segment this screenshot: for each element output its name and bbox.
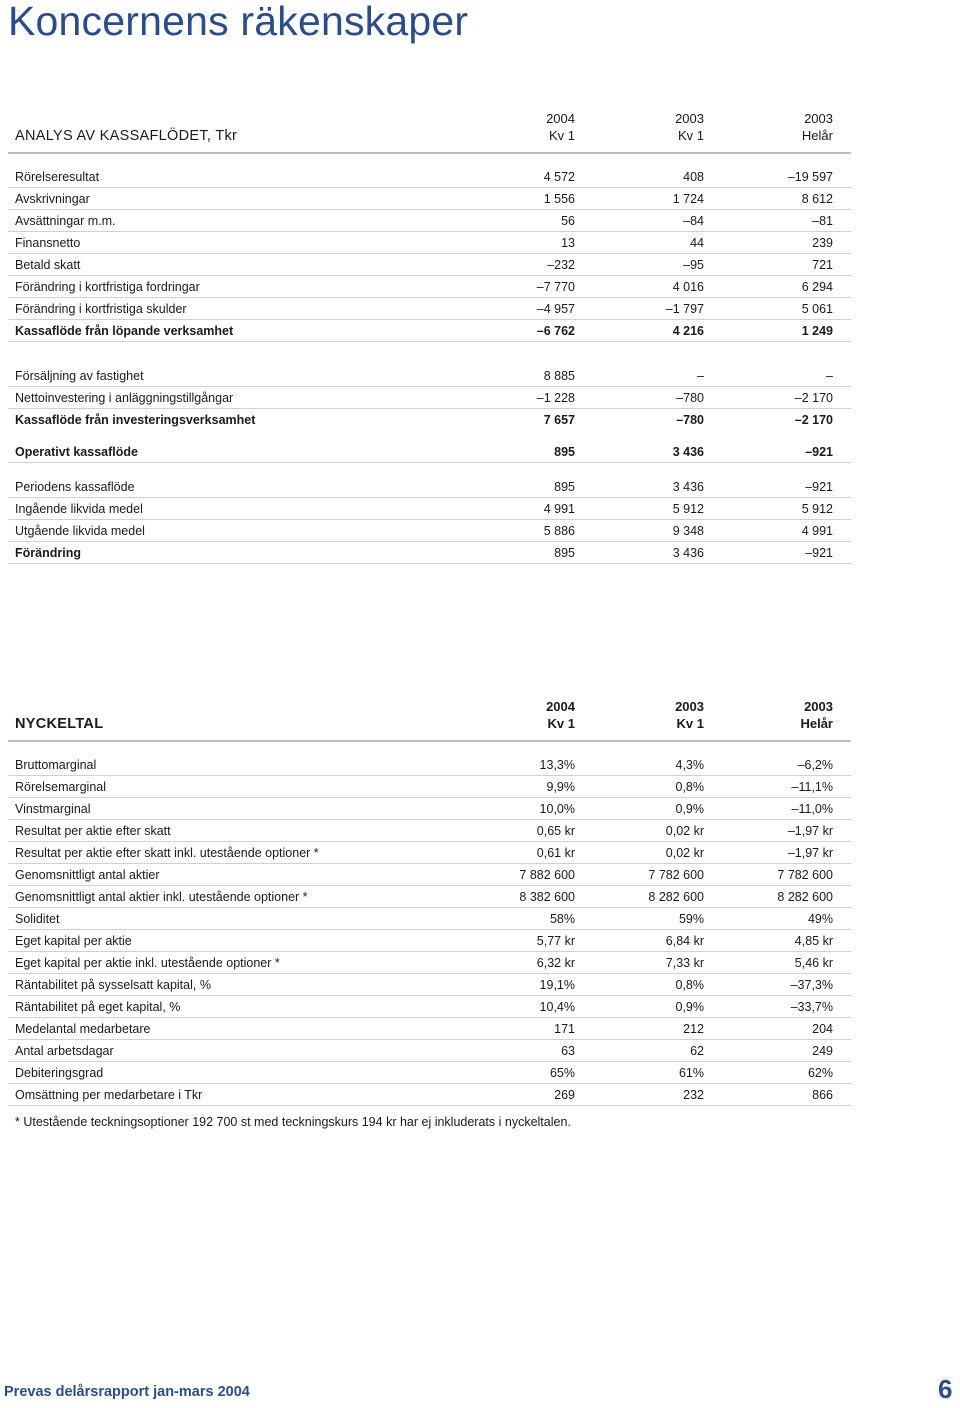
table-row [8,996,851,1018]
cell-value-2003-kv1: –84 [683,214,704,228]
cell-value-2003-kv1: 0,8% [675,978,704,992]
table-row [8,542,851,564]
cell-value-2003-helar: –1,97 kr [787,824,833,838]
page-title: Koncernens räkenskaper [8,0,469,44]
row-label: Genomsnittligt antal aktier [15,868,160,882]
cell-value-2003-helar: –2 170 [794,413,833,427]
cell-value-2003-kv1: 0,02 kr [665,846,704,860]
text: 2004 [546,111,575,126]
cell-value-2003-kv1: 212 [683,1022,704,1036]
row-label: Finansnetto [15,236,81,250]
cashflow-header [8,100,851,144]
cell-value-2003-kv1: 0,9% [675,1000,704,1014]
footnote: * Utestående teckningsoptioner 192 700 st med teckningskurs 194 kr har ej inkluderats i nyckeltalen. [15,1115,571,1129]
table-row [8,842,851,864]
cell-value-2003-kv1: 7 782 600 [648,868,704,882]
cell-value-2003-kv1: 3 436 [672,480,704,494]
row-label: Kassaflöde från löpande verksamhet [15,324,234,338]
row-label: Räntabilitet på eget kapital, % [15,1000,181,1014]
col-header-2004-kv1 [435,110,575,144]
cell-value-2003-kv1: 3 436 [672,546,704,560]
cell-value-2003-kv1: 61% [678,1066,704,1080]
cell-value-2003-kv1: 408 [683,170,704,184]
cell-value-2004-kv1: 58% [549,912,575,926]
table-row [8,387,851,409]
cell-value-2003-kv1: 0,02 kr [665,824,704,838]
cell-value-2003-helar: 62% [807,1066,833,1080]
table-row [8,232,851,254]
keyfigures-header [8,688,851,732]
cell-value-2003-helar: 7 782 600 [777,868,833,882]
cell-value-2003-helar: 8 612 [801,192,833,206]
cell-value-2004-kv1: 5,77 kr [536,934,575,948]
row-label: Genomsnittligt antal aktier inkl. utestående optioner * [15,890,308,904]
cell-value-2004-kv1: 5 886 [543,524,575,538]
table-row [8,754,851,776]
cell-value-2004-kv1: 56 [561,214,575,228]
cell-value-2003-helar: –1,97 kr [787,846,833,860]
cell-value-2003-helar: –11,1% [791,780,833,794]
row-label: Försäljning av fastighet [15,369,144,383]
col-header-2004-kv1 [435,698,575,732]
cell-value-2003-helar: 204 [812,1022,833,1036]
cell-value-2004-kv1: –232 [547,258,575,272]
cell-value-2003-helar: 866 [812,1088,833,1102]
row-label: Räntabilitet på sysselsatt kapital, % [15,978,211,992]
cell-value-2003-kv1: 9 348 [672,524,704,538]
row-label: Eget kapital per aktie inkl. utestående optioner * [15,956,280,970]
col-header-2003-helar [693,698,833,732]
text: 2003 [804,699,833,714]
cell-value-2004-kv1: 65% [549,1066,575,1080]
text: 2004 [546,699,575,714]
cell-value-2004-kv1: 13,3% [539,758,575,772]
table-row [8,930,851,952]
cell-value-2003-helar: 4 991 [801,524,833,538]
row-label: Ingående likvida medel [15,502,143,516]
subtotal-row [8,320,851,342]
cell-value-2003-kv1: 62 [690,1044,704,1058]
cell-value-2003-helar: – [826,369,833,383]
cell-value-2004-kv1: 19,1% [539,978,575,992]
cell-value-2004-kv1: 4 991 [543,502,575,516]
cell-value-2003-kv1: 4,3% [675,758,704,772]
cell-value-2004-kv1: –4 957 [536,302,575,316]
table-row [8,1040,851,1062]
table-row [8,1062,851,1084]
row-label: Periodens kassaflöde [15,480,135,494]
cell-value-2003-kv1: 0,8% [675,780,704,794]
row-label: Kassaflöde från investeringsverksamhet [15,413,256,427]
table-row [8,864,851,886]
row-label: Soliditet [15,912,60,926]
cell-value-2003-helar: 5 912 [801,502,833,516]
cell-value-2003-kv1: 44 [690,236,704,250]
cell-value-2003-kv1: –95 [683,258,704,272]
row-label: Debiteringsgrad [15,1066,104,1080]
cell-value-2003-kv1: 7,33 kr [665,956,704,970]
text: Kv 1 [676,716,704,731]
row-label: Resultat per aktie efter skatt [15,824,171,838]
cell-value-2004-kv1: 7 657 [543,413,575,427]
cell-value-2004-kv1: 895 [554,445,575,459]
cell-value-2004-kv1: 4 572 [543,170,575,184]
cell-value-2004-kv1: –7 770 [536,280,575,294]
text: 2003 [675,111,704,126]
text: Kv 1 [677,128,704,143]
table-row [8,820,851,842]
cell-value-2004-kv1: –1 228 [536,391,575,405]
cell-value-2004-kv1: 6,32 kr [536,956,575,970]
text: Kv 1 [548,128,575,143]
cell-value-2003-kv1: –1 797 [665,302,704,316]
text: 2003 [675,699,704,714]
table-row [8,798,851,820]
table-row [8,1018,851,1040]
table-row [8,276,851,298]
cell-value-2003-kv1: 8 282 600 [648,890,704,904]
row-label: Betald skatt [15,258,81,272]
cell-value-2004-kv1: 10,0% [539,802,575,816]
cell-value-2003-helar: –921 [805,480,833,494]
cell-value-2003-helar: –921 [805,445,833,459]
cell-value-2003-kv1: 232 [683,1088,704,1102]
cell-value-2003-helar: –11,0% [791,802,833,816]
cell-value-2003-helar: –921 [805,546,833,560]
row-label: Nettoinvestering i anläggningstillgångar [15,391,234,405]
cell-value-2003-helar: –19 597 [787,170,833,184]
cell-value-2004-kv1: 8 885 [543,369,575,383]
table-row [8,776,851,798]
cell-value-2004-kv1: 269 [554,1088,575,1102]
cell-value-2003-helar: 49% [807,912,833,926]
cell-value-2004-kv1: 0,61 kr [536,846,575,860]
operating-cashflow-row [8,441,851,463]
col-header-2003-kv1 [564,110,704,144]
row-label: Förändring i kortfristiga skulder [15,302,187,316]
cell-value-2004-kv1: 7 882 600 [519,868,575,882]
text: 2003 [804,111,833,126]
row-label: Eget kapital per aktie [15,934,132,948]
cell-value-2003-helar: –81 [812,214,833,228]
cell-value-2004-kv1: 63 [561,1044,575,1058]
cell-value-2003-kv1: 4 016 [672,280,704,294]
table-row [8,1084,851,1106]
cell-value-2003-kv1: 6,84 kr [665,934,704,948]
cell-value-2004-kv1: 895 [554,480,575,494]
cell-value-2003-helar: –2 170 [794,391,833,405]
cell-value-2003-helar: –6,2% [797,758,833,772]
keyfigures-title: NYCKELTAL [15,716,104,732]
row-label: Medelantal medarbetare [15,1022,151,1036]
cell-value-2003-kv1: 4 216 [672,324,704,338]
cell-value-2004-kv1: 1 556 [543,192,575,206]
cell-value-2004-kv1: 13 [561,236,575,250]
cell-value-2003-helar: 5 061 [801,302,833,316]
cell-value-2004-kv1: 10,4% [539,1000,575,1014]
footer-report-title: Prevas delårsrapport jan-mars 2004 [4,1384,250,1400]
table-row [8,254,851,276]
table-row [8,974,851,996]
row-label: Operativt kassaflöde [15,445,138,459]
table-row [8,908,851,930]
table-row [8,952,851,974]
row-label: Omsättning per medarbetare i Tkr [15,1088,203,1102]
cell-value-2003-kv1: –780 [676,391,704,405]
cell-value-2003-kv1: 0,9% [675,802,704,816]
table-row [8,298,851,320]
table-row [8,498,851,520]
cell-value-2003-kv1: – [697,369,704,383]
cell-value-2004-kv1: –6 762 [536,324,575,338]
cell-value-2003-helar: 8 282 600 [777,890,833,904]
text: Helår [801,128,833,143]
table-row [8,476,851,498]
cell-value-2003-helar: 4,85 kr [794,934,833,948]
row-label: Resultat per aktie efter skatt inkl. utestående optioner * [15,846,319,860]
col-header-2003-kv1 [564,698,704,732]
text: Kv 1 [547,716,575,731]
row-label: Avsättningar m.m. [15,214,116,228]
text: Helår [800,716,833,731]
row-label: Avskrivningar [15,192,90,206]
row-label: Rörelseresultat [15,170,100,184]
cell-value-2003-kv1: 5 912 [672,502,704,516]
cell-value-2003-helar: –37,3% [790,978,833,992]
cell-value-2004-kv1: 9,9% [546,780,575,794]
cell-value-2003-helar: 239 [812,236,833,250]
table-row [8,188,851,210]
cell-value-2003-helar: 5,46 kr [794,956,833,970]
table-row [8,365,851,387]
table-row [8,520,851,542]
table-row [8,886,851,908]
row-label: Antal arbetsdagar [15,1044,114,1058]
row-label: Rörelsemarginal [15,780,107,794]
page-number: 6 [938,1374,953,1404]
cell-value-2003-kv1: –780 [676,413,704,427]
cell-value-2003-helar: –33,7% [790,1000,833,1014]
table-row [8,210,851,232]
row-label: Bruttomarginal [15,758,97,772]
cashflow-title: ANALYS AV KASSAFLÖDET, Tkr [15,128,238,144]
row-label: Förändring [15,546,81,560]
keyfigures-table [8,688,851,1106]
cell-value-2004-kv1: 895 [554,546,575,560]
cell-value-2004-kv1: 0,65 kr [536,824,575,838]
cell-value-2003-helar: 721 [812,258,833,272]
row-label: Vinstmarginal [15,802,91,816]
subtotal-row [8,409,851,430]
table-row [8,166,851,188]
cashflow-table [8,100,851,564]
cell-value-2004-kv1: 8 382 600 [519,890,575,904]
cell-value-2003-helar: 1 249 [801,324,833,338]
cell-value-2003-kv1: 1 724 [672,192,704,206]
cell-value-2003-kv1: 59% [678,912,704,926]
row-label: Utgående likvida medel [15,524,145,538]
cell-value-2003-helar: 249 [812,1044,833,1058]
cell-value-2003-helar: 6 294 [801,280,833,294]
cell-value-2003-kv1: 3 436 [672,445,704,459]
cell-value-2004-kv1: 171 [554,1022,575,1036]
col-header-2003-helar [693,110,833,144]
row-label: Förändring i kortfristiga fordringar [15,280,200,294]
